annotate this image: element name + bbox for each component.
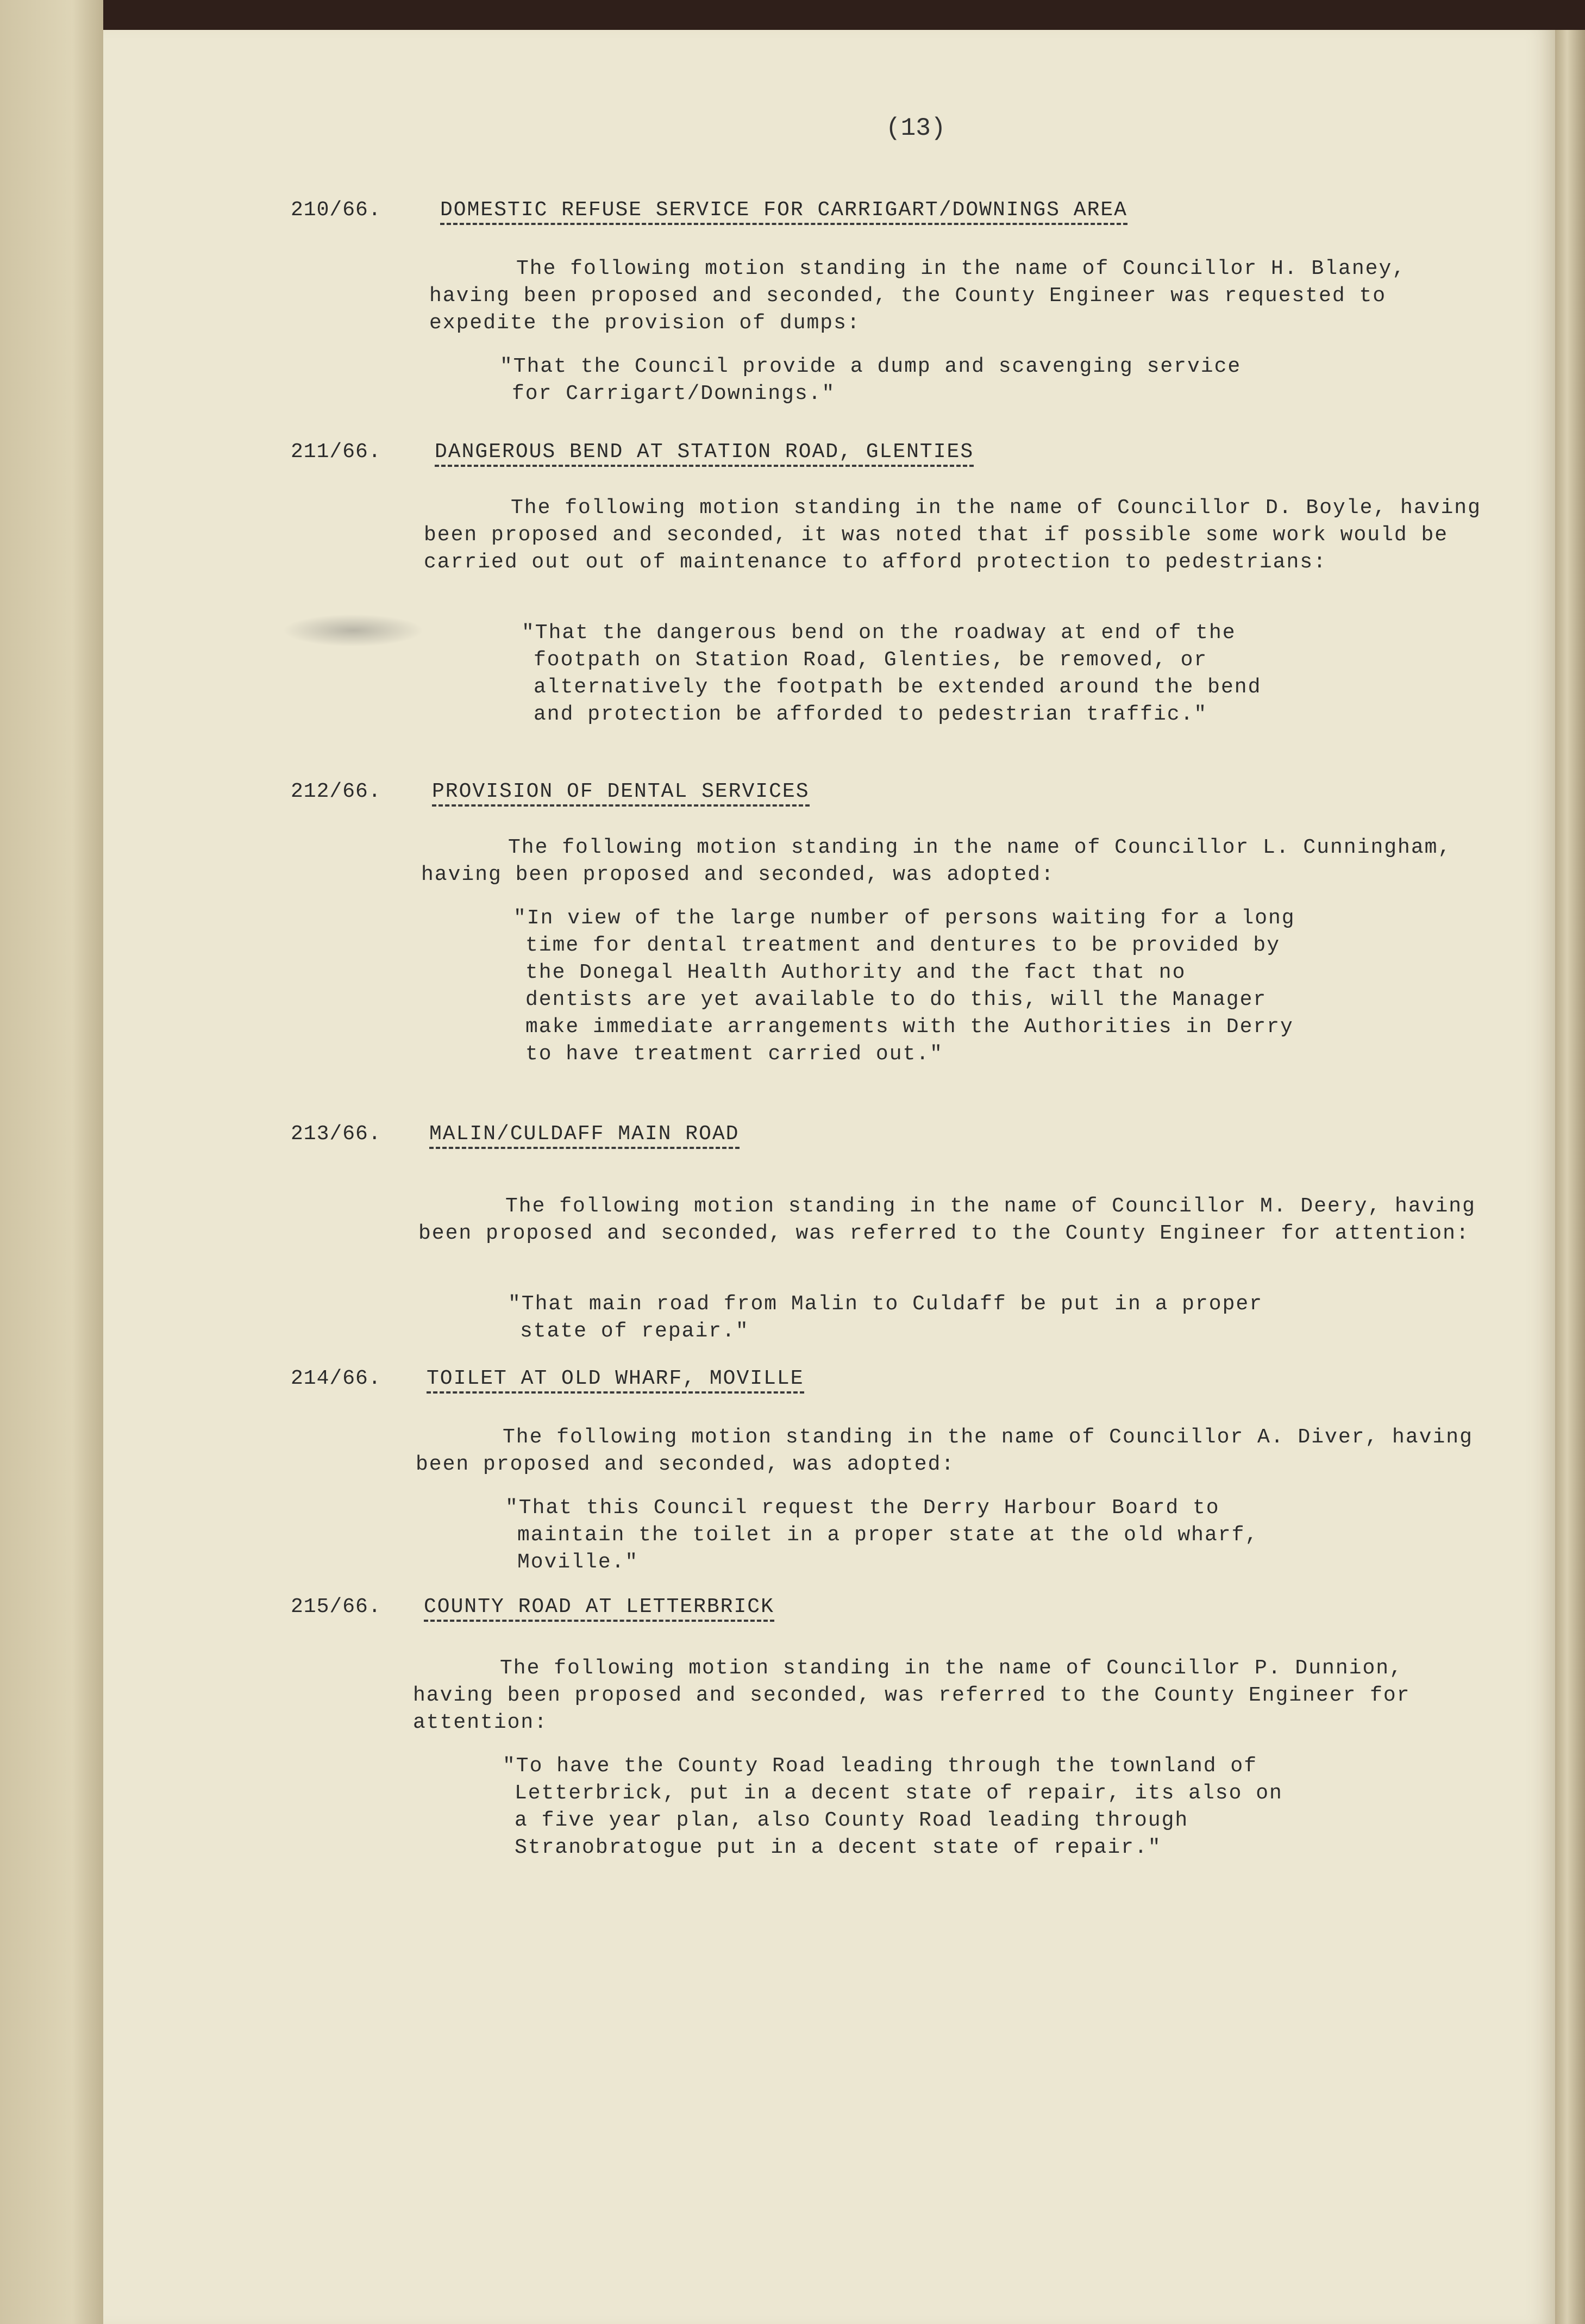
motion-quote: "That main road from Malin to Culdaff be put in a proper state of repair." [508,1292,1263,1343]
motion-quote: "That the Council provide a dump and scavenging service for Carrigart/Downings." [500,355,1242,405]
page-stack-edge [1555,30,1585,2324]
document-page [103,30,1555,2324]
motion-quote: "That this Council request the Derry Harbour Board to maintain the toilet in a proper state at the old wharf, Moville." [505,1496,1259,1574]
minute-body: The following motion standing in the name of Councillor D. Boyle, having been proposed and seconded, it was noted that if possible some work would be carried out out of maintenance to afford protection to pedestrians: [424,496,1481,574]
minute-number: 214/66. [291,1367,381,1390]
minute-heading: TOILET AT OLD WHARF, MOVILLE [427,1367,804,1394]
motion-quote: "To have the County Road leading through the townland of Letterbrick, put in a decent state of repair, its also on a five year plan, also County Road leading through Stranobratogue put in a decent state of repair." [503,1754,1283,1859]
minute-heading: COUNTY ROAD AT LETTERBRICK [424,1595,774,1622]
minute-heading: DANGEROUS BEND AT STATION ROAD, GLENTIES [435,440,974,467]
binding-gutter [0,0,103,2324]
minute-body: The following motion standing in the name of Councillor A. Diver, having been proposed and seconded, was adopted: [416,1426,1473,1476]
minute-heading: DOMESTIC REFUSE SERVICE FOR CARRIGART/DOWNINGS AREA [440,198,1127,225]
page-number: (13) [886,114,946,142]
scan-top-edge [0,0,1585,30]
motion-quote: "In view of the large number of persons waiting for a long time for dental treatment and dentures to be provided by the Donegal Health Authority and the fact that no dentists are yet available to do this, will the Manager make immediate arrangements with the Authorities in Derry to have treatment carried out." [513,907,1295,1066]
minute-number: 211/66. [291,440,381,464]
minute-body: The following motion standing in the name of Councillor L. Cunningham, having been proposed and seconded, was adopted: [421,836,1452,886]
minute-heading: MALIN/CULDAFF MAIN ROAD [429,1122,740,1149]
minute-number: 210/66. [291,198,381,222]
ink-smudge [283,614,424,647]
minute-number: 213/66. [291,1122,381,1146]
motion-quote: "That the dangerous bend on the roadway at end of the footpath on Station Road, Glenties, be removed, or alternatively the footpath be extended around the bend and protection be afforded to pedestrian traffic." [522,621,1262,726]
minute-number: 212/66. [291,780,381,803]
minute-body: The following motion standing in the name of Councillor P. Dunnion, having been proposed and seconded, was referred to the County Engineer for attention: [413,1657,1411,1734]
minute-body: The following motion standing in the name of Councillor M. Deery, having been proposed and seconded, was referred to the County Engineer for attention: [418,1195,1476,1245]
minute-number: 215/66. [291,1595,381,1619]
minute-heading: PROVISION OF DENTAL SERVICES [432,780,810,807]
minute-body: The following motion standing in the name of Councillor H. Blaney, having been proposed and seconded, the County Engineer was requested to expedite the provision of dumps: [429,257,1406,335]
